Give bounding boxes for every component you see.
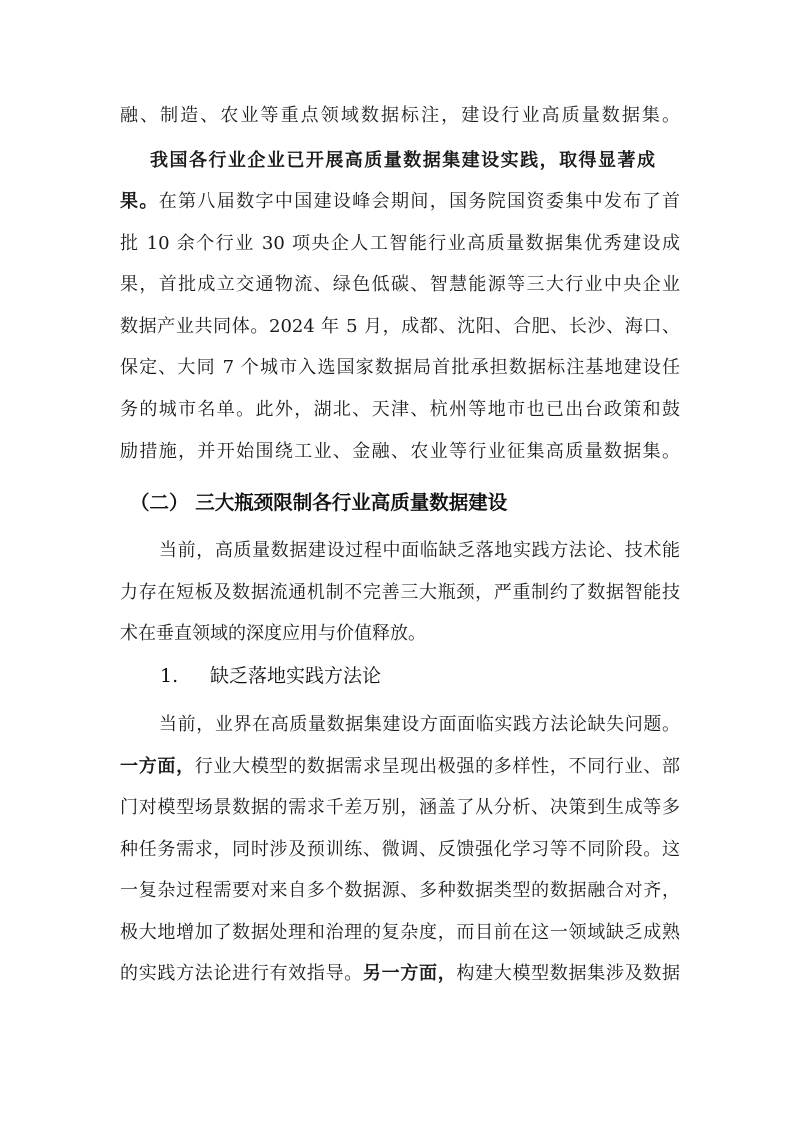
paragraph-line: 务的城市名单。此外，湖北、天津、杭州等地市也已出台政策和鼓 (120, 399, 680, 420)
paragraph-line: 一方面，行业大模型的数据需求呈现出极强的多样性，不同行业、部 (120, 756, 681, 777)
paragraph-line: 的实践方法论进行有效指导。另一方面，构建大模型数据集涉及数据 (120, 963, 681, 984)
paragraph-line: 种任务需求，同时涉及预训练、微调、反馈强化学习等不同阶段。这 (120, 839, 680, 860)
paragraph-line: 我国各行业企业已开展高质量数据集建设实践，取得显著成 (150, 150, 655, 171)
paragraph-line: 当前，业界在高质量数据集建设方面面临实践方法论缺失问题。 (159, 714, 680, 735)
section-heading: （二） 三大瓶颈限制各行业高质量数据建设 (130, 491, 508, 514)
paragraph-line: 极大地增加了数据处理和治理的复杂度，而目前在这一领域缺乏成熟 (120, 922, 680, 943)
subsection-number: 1. (160, 665, 179, 687)
paragraph-line: 批 10 余个行业 30 项央企人工智能行业高质量数据集优秀建设成 (120, 233, 680, 254)
subsection-heading (160, 664, 381, 688)
subsection-title: 缺乏落地实践方法论 (210, 665, 382, 687)
paragraph-line: 融、制造、农业等重点领域数据标注，建设行业高质量数据集。 (120, 105, 680, 126)
paragraph-line: 励措施，并开始围绕工业、金融、农业等行业征集高质量数据集。 (120, 441, 680, 462)
paragraph-line: 保定、大同 7 个城市入选国家数据局首批承担数据标注基地建设任 (120, 357, 680, 378)
paragraph-line: 术在垂直领域的深度应用与价值释放。 (120, 623, 426, 644)
paragraph-line: 数据产业共同体。2024 年 5 月，成都、沈阳、合肥、长沙、海口、 (120, 316, 680, 337)
paragraph-line: 当前，高质量数据建设过程中面临缺乏落地实践方法论、技术能 (159, 540, 680, 561)
paragraph-line: 果，首批成立交通物流、绿色低碳、智慧能源等三大行业中央企业 (120, 274, 680, 295)
paragraph-line: 果。在第八届数字中国建设峰会期间，国务院国资委集中发布了首 (120, 191, 681, 212)
paragraph-line: 门对模型场景数据的需求千差万别，涵盖了从分析、决策到生成等多 (120, 797, 680, 818)
paragraph-line: 力存在短板及数据流通机制不完善三大瓶颈，严重制约了数据智能技 (120, 582, 680, 603)
paragraph-line: 一复杂过程需要对来自多个数据源、多种数据类型的数据融合对齐， (120, 880, 680, 901)
